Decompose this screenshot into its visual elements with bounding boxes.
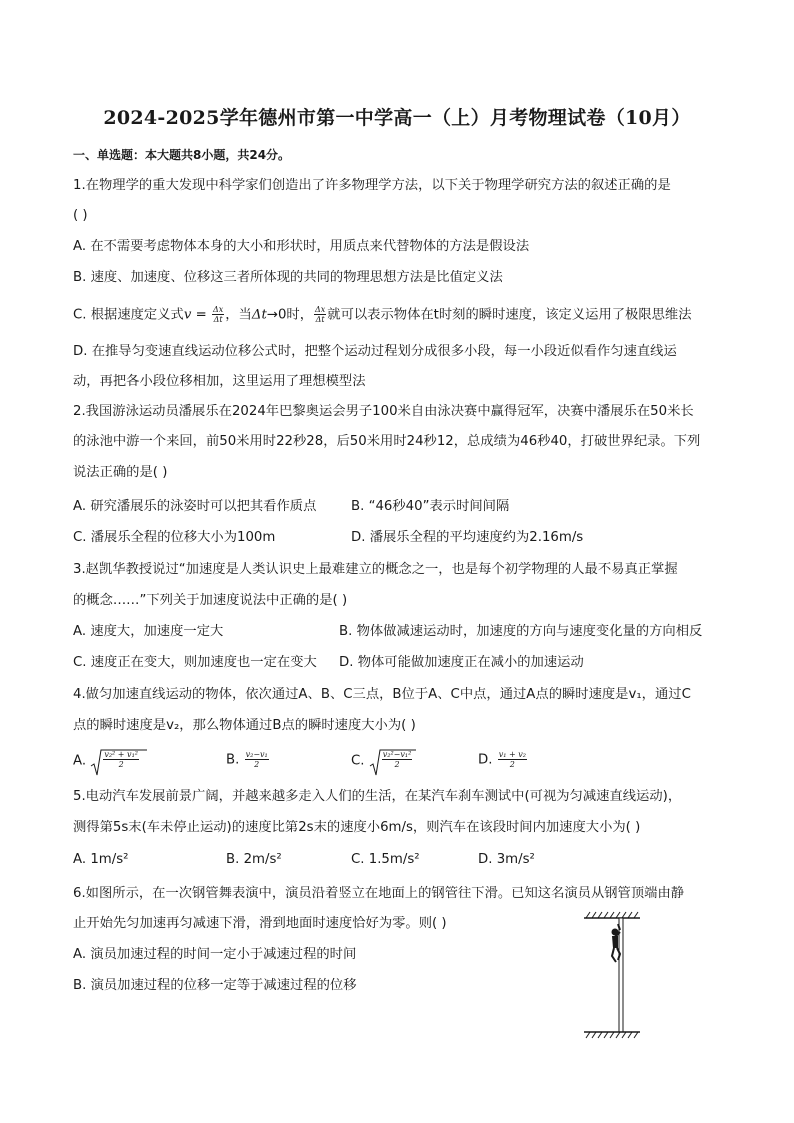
fraction-numerator: v₂−v₁ bbox=[245, 750, 268, 759]
q1-stem-line1: 1.在物理学的重大发现中科学家们创造出了许多物理学方法，以下关于物理学研究方法的叙述正确的是 bbox=[73, 178, 671, 193]
square-root bbox=[90, 750, 140, 771]
q1-option-d-line1: D. 在推导匀变速直线运动位移公式时，把整个运动过程划分成很多小段，每一小段近似看作匀速直线运 bbox=[73, 344, 677, 359]
fraction-denominator: 2 bbox=[509, 760, 515, 769]
q5-option-b: B. 2m/s² bbox=[226, 852, 282, 867]
q1-c-var: v bbox=[183, 307, 192, 323]
q3-option-d: D. 物体可能做加速度正在减小的加速运动 bbox=[339, 655, 584, 670]
q1-option-d-line2: 动，再把各小段位移相加，这里运用了理想模型法 bbox=[73, 374, 366, 389]
q4-option-a bbox=[73, 750, 140, 771]
q1-c-fraction bbox=[212, 305, 224, 324]
q5-option-c: C. 1.5m/s² bbox=[351, 852, 420, 867]
q1-c-fraction-2 bbox=[314, 305, 326, 324]
fraction-numerator: v₁ + v₂ bbox=[498, 750, 526, 759]
fraction-denominator: Δt bbox=[315, 315, 325, 324]
q1-c-mid: ，当 bbox=[225, 307, 252, 323]
radical-sign-icon bbox=[369, 748, 417, 778]
fraction-denominator: 2 bbox=[254, 760, 260, 769]
q2-option-b: B. “46秒40”表示时间间隔 bbox=[351, 499, 510, 514]
fraction-denominator: Δt bbox=[213, 315, 223, 324]
q5-stem-line1: 5.电动汽车发展前景广阔，并越来越多走入人们的生活，在某汽车刹车测试中(可视为匀减速直线运动)， bbox=[73, 789, 682, 804]
q1-c-arrow: →0时， bbox=[266, 307, 313, 323]
q1-stem-line2: ( ) bbox=[73, 208, 88, 223]
q4-option-d bbox=[478, 750, 528, 771]
q2-stem-line3: 说法正确的是( ) bbox=[73, 465, 168, 480]
q5-option-d: D. 3m/s² bbox=[478, 852, 535, 867]
q4-stem-line1: 4.做匀加速直线运动的物体，依次通过A、B、C三点，B位于A、C中点，通过A点的瞬时速度是v₁，通过C bbox=[73, 687, 691, 702]
q3-option-c: C. 速度正在变大，则加速度也一定在变大 bbox=[73, 655, 317, 670]
fraction-denominator: 2 bbox=[394, 760, 400, 769]
q6-stem-line2: 止开始先匀加速再匀减速下滑，滑到地面时速度恰好为零。则( ) bbox=[73, 916, 447, 931]
fraction-numerator: Δx bbox=[315, 305, 326, 314]
q2-stem-line2: 的泳池中游一个来回，前50米用时22秒28，后50米用时24秒12，总成绩为46秒40，打破世界纪录。下列 bbox=[73, 434, 701, 449]
option-label: B. bbox=[226, 752, 240, 768]
q3-stem-line1: 3.赵凯华教授说过“加速度是人类认识史上最难建立的概念之一，也是每个初学物理的人最不易真正掌握 bbox=[73, 562, 678, 577]
option-label: C. bbox=[351, 753, 365, 769]
q2-option-c: C. 潘展乐全程的位移大小为100m bbox=[73, 530, 276, 545]
square-root bbox=[369, 750, 414, 771]
q1-option-b: B. 速度、加速度、位移这三者所体现的共同的物理思想方法是比值定义法 bbox=[73, 270, 503, 285]
q6-stem-line1: 6.如图所示，在一次钢管舞表演中，演员沿着竖立在地面上的钢管往下滑。已知这名演员从钢管顶端由静 bbox=[73, 886, 685, 901]
option-label: A. bbox=[73, 753, 87, 769]
q1-c-prefix: C. 根据速度定义式 bbox=[73, 307, 184, 323]
q1-option-c bbox=[73, 305, 692, 326]
q2-stem-line1: 2.我国游泳运动员潘展乐在2024年巴黎奥运会男子100米自由泳决赛中赢得冠军，决赛中潘展乐在50米长 bbox=[73, 404, 694, 419]
q6-option-a: A. 演员加速过程的时间一定小于减速过程的时间 bbox=[73, 947, 357, 962]
exam-title: 2024-2025学年德州市第一中学高一（上）月考物理试卷（10月） bbox=[103, 107, 691, 129]
q2-option-d: D. 潘展乐全程的平均速度约为2.16m/s bbox=[351, 530, 584, 545]
q4-option-b bbox=[226, 750, 270, 771]
fraction-numerator: v₂²−v₁² bbox=[382, 750, 412, 759]
radical-sign-icon bbox=[90, 748, 148, 778]
q3-stem-line2: 的概念……”下列关于加速度说法中正确的是( ) bbox=[73, 593, 348, 608]
section-heading: 一、单选题：本大题共8小题，共24分。 bbox=[73, 148, 291, 162]
q5-option-a: A. 1m/s² bbox=[73, 852, 129, 867]
fraction-numerator: v₂² + v₁² bbox=[104, 750, 138, 759]
q1-c-postfix: 就可以表示物体在t时刻的瞬时速度，该定义运用了极限思维法 bbox=[327, 307, 692, 323]
fraction-numerator: Δx bbox=[212, 305, 224, 314]
q2-option-a: A. 研究潘展乐的泳姿时可以把其看作质点 bbox=[73, 499, 317, 514]
q3-option-a: A. 速度大，加速度一定大 bbox=[73, 624, 224, 639]
q6-option-b: B. 演员加速过程的位移一定等于减速过程的位移 bbox=[73, 978, 357, 993]
q3-option-b: B. 物体做减速运动时，加速度的方向与速度变化量的方向相反 bbox=[339, 624, 703, 639]
q1-c-dt: Δt bbox=[251, 307, 267, 323]
q1-option-a: A. 在不需要考虑物体本身的大小和形状时，用质点来代替物体的方法是假设法 bbox=[73, 239, 530, 254]
q5-stem-line2: 测得第5s末(车未停止运动)的速度比第2s末的速度小6m/s，则汽车在该段时间内加速度大小为( ) bbox=[73, 820, 641, 835]
q4-stem-line2: 点的瞬时速度是v₂，那么物体通过B点的瞬时速度大小为( ) bbox=[73, 718, 416, 733]
q1-c-eq: = bbox=[191, 307, 211, 323]
q4-option-c bbox=[351, 750, 413, 771]
fraction-denominator: 2 bbox=[118, 760, 124, 769]
pole-performer-figure bbox=[582, 910, 642, 1040]
option-label: D. bbox=[478, 752, 493, 768]
